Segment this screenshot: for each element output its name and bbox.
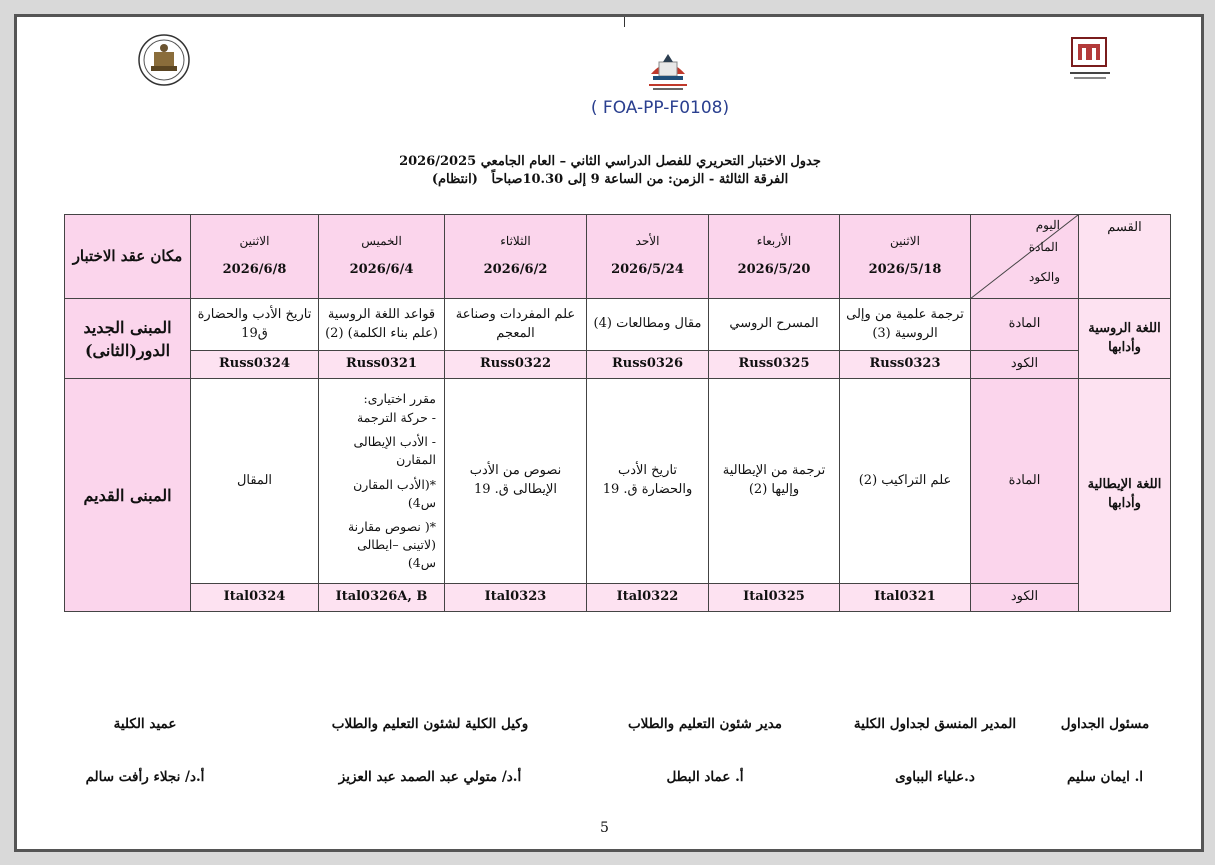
page-number: 5 (600, 820, 609, 836)
subject-cell: تاريخ الأدب والحضارة ق. 19 (587, 379, 709, 584)
code-cell: Ital0324 (191, 583, 319, 611)
row-label-subject: المادة (971, 379, 1079, 584)
row-label-code: الكود (971, 351, 1079, 379)
corner-subject-label: المادة (1028, 240, 1058, 254)
day-header (445, 215, 587, 299)
location-header (65, 215, 191, 299)
day-name: الاثنين (890, 234, 920, 249)
day-name: الاثنين (239, 234, 270, 249)
signature-role: عميد الكلية (113, 716, 177, 732)
day-name: الخميس (361, 234, 402, 249)
day-header (709, 215, 840, 299)
subject-cell: ترجمة من الإيطالية وإليها (2) (709, 379, 840, 584)
signature-name: أ. عماد البطل (666, 769, 744, 785)
code-cell: Russ0323 (840, 351, 971, 379)
signature-role: وكيل الكلية لشئون التعليم والطلاب (331, 716, 529, 732)
elective-item: *( نصوص مقارنة (لاتينى –ايطالى س4) (347, 518, 436, 571)
code-cell: Russ0322 (445, 351, 587, 379)
location-russian: المبنى الجديد الدور(الثانى) (65, 299, 191, 379)
day-date: 2026/5/18 (868, 261, 942, 277)
signature-name: د.علياء البباوى (895, 769, 975, 785)
code-cell: Ital0323 (445, 583, 587, 611)
dept-russian: اللغة الروسية وأدابها (1079, 299, 1171, 379)
university-building-logo-icon (1066, 34, 1114, 84)
location-italian: المبنى القديم (65, 379, 191, 612)
code-cell: Ital0325 (709, 583, 840, 611)
day-header (191, 215, 319, 299)
day-header (319, 215, 445, 299)
elective-item: *(الأدب المقارن س4) (353, 476, 436, 510)
code-cell: Ital0322 (587, 583, 709, 611)
day-date: 2026/6/4 (349, 261, 414, 277)
subject-cell: مقال ومطالعات (4) (587, 299, 709, 351)
signature-name: أ.د/ متولي عبد الصمد عبد العزيز (338, 769, 522, 785)
signature-name: ا. ايمان سليم (1066, 769, 1144, 785)
day-name: الثلاثاء (500, 234, 531, 249)
location-header-label: مكان عقد الاختبار (72, 247, 183, 266)
subject-cell: تاريخ الأدب والحضارة ق19 (191, 299, 319, 351)
row-label-subject: المادة (971, 299, 1079, 351)
day-date: 2026/6/8 (222, 261, 287, 277)
code-cell: Russ0324 (191, 351, 319, 379)
dept-header-label: القسم (1107, 220, 1142, 235)
signature-role: المدير المنسق لجداول الكلية (853, 716, 1017, 732)
elective-title: مقرر اختيارى: (363, 391, 436, 407)
signature-role: مدير شئون التعليم والطلاب (627, 716, 783, 732)
document-title: جدول الاختبار التحريري للفصل الدراسي الثاني – العام الجامعي 2026/2025 (399, 154, 821, 169)
signature-name: أ.د/ نجلاء رأفت سالم (85, 769, 205, 785)
faculty-seal-icon (137, 34, 191, 86)
subtitle-note: (انتظام) (431, 172, 478, 187)
code-cell: Russ0326 (587, 351, 709, 379)
day-date: 2026/5/20 (737, 261, 811, 277)
code-cell: Russ0325 (709, 351, 840, 379)
subject-cell: نصوص من الأدب الإيطالى ق. 19 (445, 379, 587, 584)
day-date: 2026/6/2 (483, 261, 548, 277)
subject-cell: المسرح الروسي (709, 299, 840, 351)
exam-schedule-table (64, 214, 1171, 612)
quality-unit-logo-icon (641, 48, 695, 94)
row-label-code: الكود (971, 583, 1079, 611)
subject-cell: المقال (191, 379, 319, 584)
code-cell: Ital0321 (840, 583, 971, 611)
dept-italian: اللغة الإيطالية وأدابها (1079, 379, 1171, 612)
day-date: 2026/5/24 (611, 261, 684, 277)
subject-cell: ترجمة علمية من وإلى الروسية (3) (840, 299, 971, 351)
code-cell: Russ0321 (319, 351, 445, 379)
corner-header (971, 215, 1079, 299)
day-header (840, 215, 971, 299)
subtitle-text: الفرقة الثالثة - الزمن: من الساعة 9 إلى 10.30صباحاً (491, 172, 789, 187)
document-subtitle (300, 172, 920, 187)
subject-cell: علم المفردات وصناعة المعجم (445, 299, 587, 351)
subject-cell: علم التراكيب (2) (840, 379, 971, 584)
corner-day-label: اليوم (1035, 218, 1060, 232)
signature-role: مسئول الجداول (1060, 716, 1150, 732)
day-header (587, 215, 709, 299)
dept-header (1079, 215, 1171, 299)
corner-code-label: والكود (1029, 270, 1060, 284)
day-name: الأربعاء (756, 234, 792, 249)
top-marker (624, 17, 625, 27)
elective-item: - حركة الترجمة (356, 410, 436, 426)
elective-item: - الأدب الإيطالى المقارن (353, 434, 436, 468)
corner-diagonal (971, 215, 1078, 298)
day-name: الأحد (635, 234, 660, 249)
form-code: ( FOA-PP-F0108) (590, 98, 730, 118)
elective-subject-cell (319, 379, 445, 584)
subject-cell: قواعد اللغة الروسية (علم بناء الكلمة) (2) (319, 299, 445, 351)
code-cell: Ital0326A, B (319, 583, 445, 611)
